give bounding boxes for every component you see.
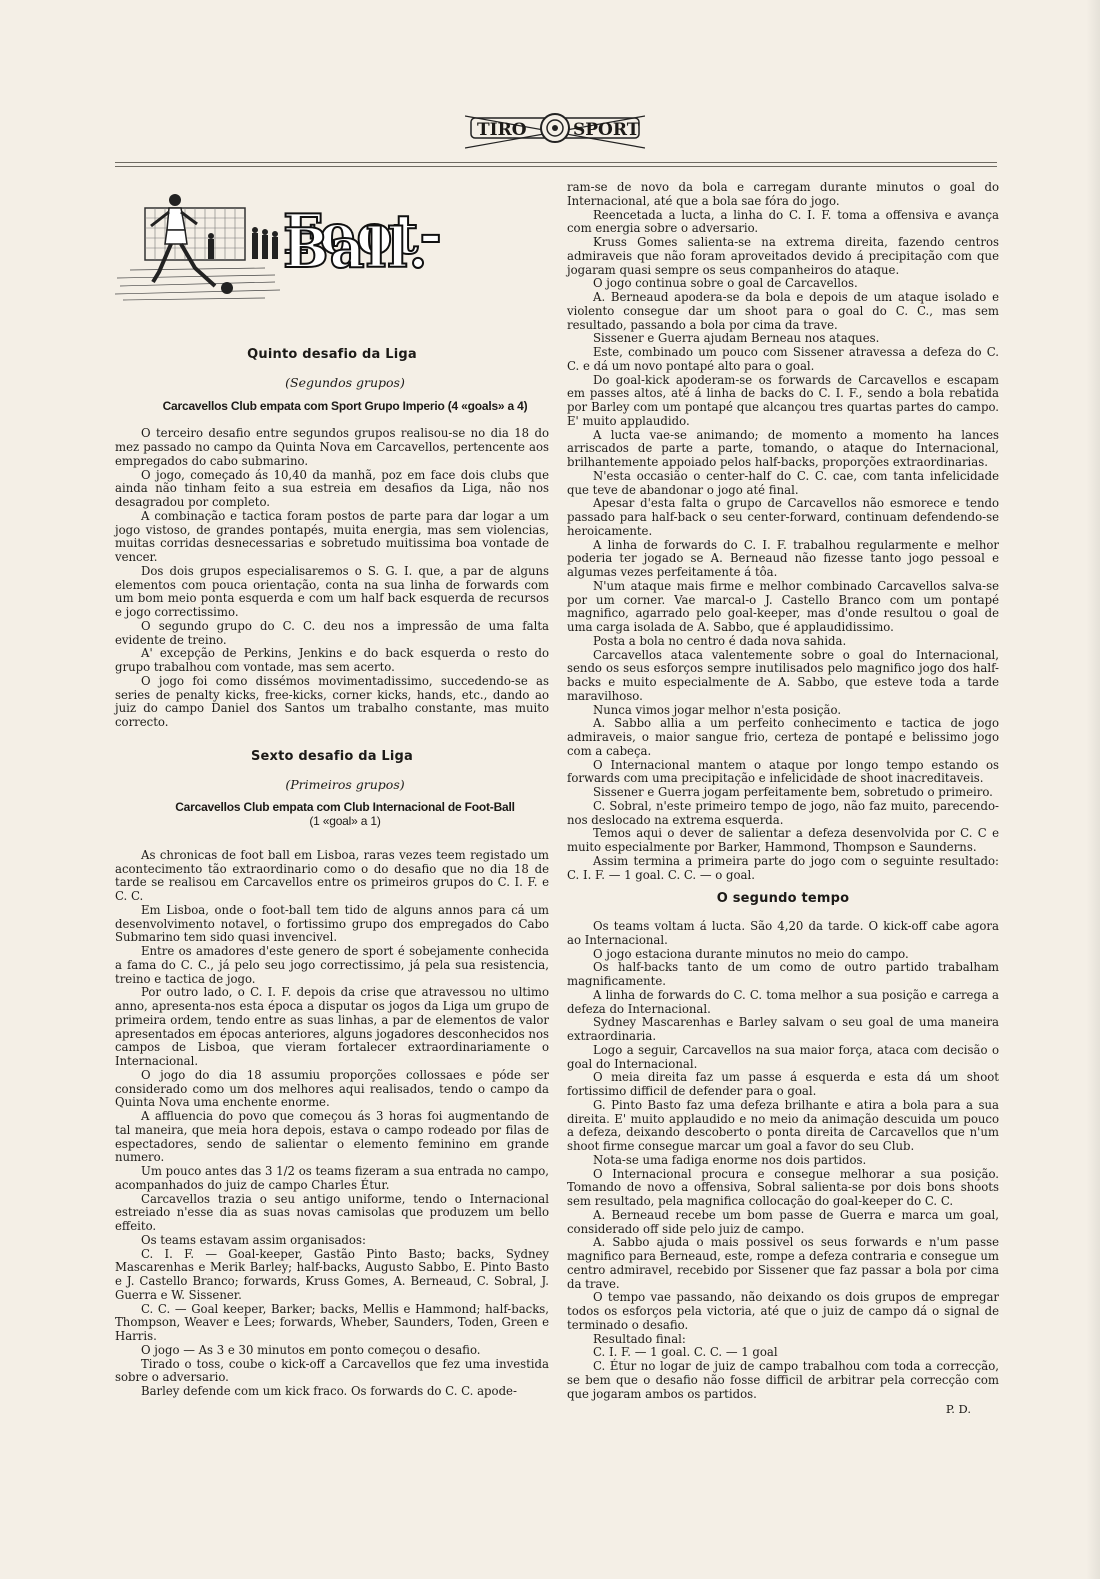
paragraph: A. Sabbo ajuda o mais possivel os seus forwards e n'um passe magnifico para Berneaud, este, rompe a defeza contraria e consegue um centro admiravel, recebido por Sissener que faz passar a bola por cima da trave. — [567, 1235, 999, 1291]
paragraph: O terceiro desafio entre segundos grupos realisou-se no dia 18 do mez passado no campo da Quinta Nova em Carcavellos, pertencente aos empregados do cabo submarino. — [115, 426, 549, 468]
paragraph: A lucta vae-se animando; de momento a momento ha lances arriscados de parte a parte, tomando, o ataque do Internacional, brilhantemente appoiado pelos half-backs, proporções extraordinarias. — [567, 427, 999, 469]
article2-heading: Sexto desafio da Liga — [250, 748, 414, 764]
paragraph: Nunca vimos jogar melhor n'esta posição. — [593, 702, 842, 717]
left-column — [115, 186, 549, 1399]
paragraph: C. I. F. — 1 goal. C. C. — 1 goal — [593, 1345, 778, 1360]
paragraph: C. Étur no logar de juiz de campo trabalhou com toda a correcção, se bem que o desafio não fosse difficil de arbitrar pela correcção com que jogaram ambos os partidos. — [567, 1359, 999, 1401]
article1-match: Carcavellos Club empata com Sport Grupo Imperio (4 «goals» a 4) — [162, 398, 528, 413]
paragraph: A affluencia do povo que começou ás 3 horas foi augmentando de tal maneira, que meia hora depois, estava o campo rodeado por filas de espectadores, sendo de salientar o elemento feminino em grande numero. — [115, 1109, 549, 1165]
paragraph: O tempo vae passando, não deixando os dois grupos de empregar todos os esforços pela victoria, até que o juiz de campo dá o signal de terminado o desafio. — [567, 1290, 999, 1332]
paragraph: Sissener e Guerra ajudam Berneau nos ataques. — [593, 331, 880, 346]
paragraph: ram-se de novo da bola e carregam durante minutos o goal do Internacional, até que a bola sae fóra do jogo. — [567, 180, 999, 208]
paragraph: Sydney Mascarenhas e Barley salvam o seu goal de uma maneira extraordinaria. — [567, 1015, 999, 1043]
section-heading-second-half: O segundo tempo — [716, 891, 850, 907]
paragraph: Posta a bola no centro é dada nova sahida. — [593, 633, 847, 648]
paragraph: O Internacional mantem o ataque por longo tempo estando os forwards com uma precipitação e infelicidade de shoot inacreditaveis. — [567, 757, 999, 786]
paragraph: O Internacional procura e consegue melhorar a sua posição. Tomando de novo a offensiva, Sobral salienta-se por dois bons shoots sem resultado, pela magnifica collocação do goal-keeper do C. C. — [567, 1166, 999, 1208]
paragraph: Apesar d'esta falta o grupo de Carcavellos não esmorece e tendo passado para half-back o seu center-forward, continuam defendendo-se heroicamente. — [567, 496, 999, 538]
paragraph: G. Pinto Basto faz uma defeza brilhante e atira a bola para a sua direita. E' muito applaudido e no meio da animação descuida um pouco a defeza, deixando descoberto o ponta direita de Carcavellos que n'um shoot firme consegue marcar um goal a favor do seu Club. — [567, 1097, 999, 1153]
paragraph: A. Berneaud recebe um bom passe de Guerra e marca um goal, considerado off side pelo juiz de campo. — [567, 1207, 999, 1236]
paragraph: Um pouco antes das 3 1/2 os teams fizeram a sua entrada no campo, acompanhados do juiz de campo Charles Étur. — [115, 1164, 549, 1192]
paragraph: Carcavellos ataca valentemente sobre o goal do Internacional, sendo os seus esforços sempre inutilisados pelo magnifico jogo dos half-backs e muito especialmente de A. Sabbo, que esteve toda a tarde maravilhoso. — [567, 647, 999, 703]
paragraph: N'esta occasião o center-half do C. C. cae, com tanta infelicidade que teve de abandonar o jogo até final. — [567, 468, 999, 497]
paragraph: Assim termina a primeira parte do jogo com o seguinte resultado: C. I. F. — 1 goal. C. C. — o goal. — [567, 853, 999, 882]
paragraph: Barley defende com um kick fraco. Os forwards do C. C. apode- — [141, 1384, 517, 1398]
paragraph: Os teams voltam á lucta. São 4,20 da tarde. O kick-off cabe agora ao Internacional. — [567, 919, 999, 947]
article2-match: Carcavellos Club empata com Club Internacional de Foot-Ball — [175, 800, 515, 815]
paragraph: Do goal-kick apoderam-se os forwards de Carcavellos e escapam em passes altos, até á linha de backs do C. I. F., sendo a bola rebatida por Barley com um pontapé que alcançou tres quartas partes do campo. E' muito applaudido. — [567, 372, 999, 428]
paragraph: A. Sabbo allia a um perfeito conhecimento e tactica de jogo admiraveis, o maior sangue frio, certeza de pontapé e belissimo jogo com a cabeça. — [567, 716, 999, 758]
article1-subheading: (Segundos grupos) — [285, 374, 405, 390]
paragraph: Dos dois grupos especialisaremos o S. G. I. que, a par de alguns elementos com pouca orientação, conta na sua linha de forwards com um bom meio ponta esquerda e com um half back esquerda de recursos e jogo correctissimo. — [115, 563, 549, 619]
paragraph: C. Sobral, n'este primeiro tempo de jogo, não faz muito, parecendo-nos deslocado na extrema esquerda. — [567, 798, 999, 827]
paragraph: Sissener e Guerra jogam perfeitamente bem, sobretudo o primeiro. — [593, 785, 993, 799]
svg-text:SPORT: SPORT — [573, 120, 640, 140]
paragraph: As chronicas de foot ball em Lisboa, raras vezes teem registado um acontecimento tão extraordinario como o do desafio que no dia 18 de tarde se realisou em Carcavellos entre os primeiros grupos do C. I. F. e C. C. — [115, 847, 549, 903]
paragraph: O jogo continua sobre o goal de Carcavellos. — [593, 276, 858, 291]
paragraph: C. C. — Goal keeper, Barker; backs, Mellis e Hammond; half-backs, Thompson, Weaver e Lees; forwards, Wheber, Saunders, Toden, Green e Harris. — [115, 1301, 549, 1343]
paragraph: O segundo grupo do C. C. deu nos a impressão de uma falta evidente de treino. — [115, 618, 549, 647]
page-edge-shadow — [1086, 0, 1100, 1579]
author-signature: P. D. — [945, 1402, 971, 1417]
paragraph: O jogo do dia 18 assumiu proporções collossaes e póde ser considerado como um dos melhores aqui realisados, tendo o campo da Quinta Nova uma enchente enorme. — [115, 1067, 549, 1110]
header-rule — [115, 162, 997, 163]
paragraph: O meia direita faz um passe á esquerda e esta dá um shoot fortissimo difficil de defender para o goal. — [567, 1070, 999, 1098]
paragraph: N'um ataque mais firme e melhor combinado Carcavellos salva-se por um corner. Vae marcal-o J. Castello Branco com um pontapé magnifico, agarrado pelo goal-keeper, mas d'onde resultou o goal de uma carga isolada de A. Sabbo, que é applaudidissimo. — [567, 578, 999, 634]
svg-text:TIRO: TIRO — [477, 120, 527, 140]
tiro-sport-emblem-icon — [465, 108, 645, 156]
paragraph: Em Lisboa, onde o foot-ball tem tido de alguns annos para cá um desenvolvimento notavel, o fortissimo grupo dos empregados do Cabo Submarino tem sido quasi invencivel. — [115, 902, 549, 945]
paragraph: Carcavellos trazia o seu antigo uniforme, tendo o Internacional estreiado n'esse dia as suas novas camisolas que produzem um bello effeito. — [115, 1191, 549, 1233]
masthead-logo — [465, 108, 645, 156]
paragraph: O jogo foi como dissémos movimentadissimo, succedendo-se as series de penalty kicks, free-kicks, corner kicks, hands, etc., dando ao juiz do campo Daniel dos Santos um trabalho constante, mas muito correcto. — [115, 673, 549, 729]
paragraph: Os half-backs tanto de um como de outro partido trabalham magnificamente. — [567, 960, 999, 988]
paragraph: Nota-se uma fadiga enorme nos dois partidos. — [593, 1152, 867, 1167]
paragraph: Kruss Gomes salienta-se na extrema direita, fazendo centros admiraveis que não foram aproveitados devido á precipitação com que jogaram quasi sempre os seus companheiros do ataque. — [567, 235, 999, 277]
header-rule-double — [115, 166, 997, 167]
article2-subheading: (Primeiros grupos) — [285, 776, 405, 792]
article1-heading: Quinto desafio da Liga — [247, 347, 417, 362]
paragraph: C. I. F. — Goal-keeper, Gastão Pinto Basto; backs, Sydney Mascarenhas e Merik Barley; half-backs, Augusto Sabbo, E. Pinto Basto e J. Castello Branco; forwards, Kruss Gomes, A. Berneaud, C. Sobral, J. Guerra e W. Sissener. — [115, 1246, 549, 1302]
paragraph: Resultado final: — [593, 1331, 686, 1346]
paragraph: Reencetada a lucta, a linha do C. I. F. toma a offensiva e avança com energia sobre o adversario. — [567, 207, 999, 236]
paragraph: Entre os amadores d'este genero de sport é sobejamente conhecida a fama do C. C., já pelo seu jogo correctissimo, já pela sua resistencia, treino e tactica de jogo. — [115, 944, 549, 986]
paragraph: Os teams estavam assim organisados: — [141, 1232, 366, 1247]
paragraph: A' excepção de Perkins, Jenkins e do back esquerda o resto do grupo trabalhou com vontade, mas sem acerto. — [115, 646, 549, 674]
paragraph: Logo a seguir, Carcavellos na sua maior força, ataca com decisão o goal do Internacional. — [567, 1042, 999, 1071]
football-banner — [115, 186, 549, 310]
paragraph: A linha de forwards do C. I. F. trabalhou regularmente e melhor poderia ter jogado se A. Berneaud não fizesse tanto jogo pessoal e algumas vezes perfeitamente á tôa. — [567, 537, 999, 579]
paragraph: A linha de forwards do C. C. toma melhor a sua posição e carrega a defeza do Internacional. — [567, 987, 999, 1016]
banner-title: Foot-Ball. — [283, 202, 443, 280]
paragraph: O jogo estaciona durante minutos no meio do campo. — [593, 946, 909, 961]
paragraph: Temos aqui o dever de salientar a defeza desenvolvida por C. C e muito especialmente por Barker, Hammond, Thompson e Saunderns. — [567, 826, 999, 854]
right-column — [567, 181, 999, 1417]
paragraph: Por outro lado, o C. I. F. depois da crise que atravessou no ultimo anno, apresenta-nos esta época a disputar os jogos da Liga um grupo de primeira ordem, tendo entre as suas linhas, a par de elementos de valor apresentados em épocas anteriores, alguns jogadores desconhecidos nos campos de Lisboa, que vieram fortalecer extraordinariamente o Internacional. — [115, 985, 549, 1068]
paragraph: A combinação e tactica foram postos de parte para dar logar a um jogo vistoso, de grandes pontapés, muita energia, mas sem violencias, muitas corridas desnecessarias e sobretudo muitissima boa vontade de vencer. — [115, 508, 549, 564]
article2-score: (1 «goal» a 1) — [309, 814, 381, 828]
paragraph: Tirado o toss, coube o kick-off a Carcavellos que fez uma investida sobre o adversario. — [115, 1356, 549, 1385]
paragraph: Este, combinado um pouco com Sissener atravessa a defeza do C. C. e dá um novo pontapé alto para o goal. — [567, 345, 999, 373]
paragraph: O jogo, começado ás 10,40 da manhã, poz em face dois clubs que ainda não tinham feito a sua estreia em desafios da Liga, não nos desagradou por completo. — [115, 467, 549, 509]
paragraph: O jogo — As 3 e 30 minutos em ponto começou o desafio. — [141, 1342, 481, 1357]
paragraph: A. Berneaud apodera-se da bola e depois de um ataque isolado e violento consegue dar um shoot para o goal do C. C., mas sem resultado, passando a bola por cima da trave. — [567, 290, 999, 332]
